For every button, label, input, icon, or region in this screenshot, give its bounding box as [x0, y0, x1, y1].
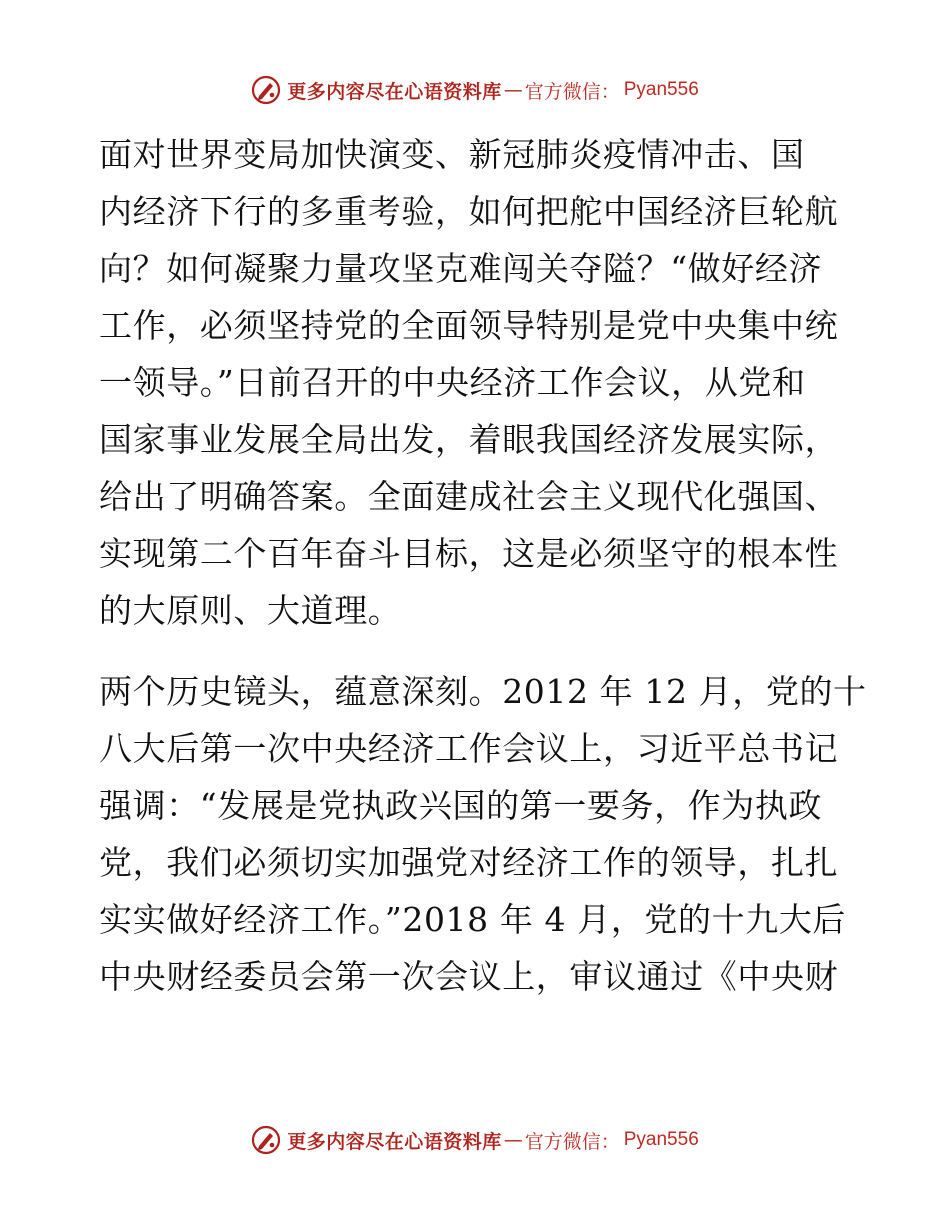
text-line: 中央财经委员会第一次会议上，审议通过《中央财 [99, 957, 839, 996]
text-line: 国家事业发展全局出发，着眼我国经济发展实际， [99, 420, 839, 459]
header-brand: 更多内容尽在心语资料库 [287, 80, 502, 103]
text-line: 实现第二个百年奋斗目标，这是必须坚守的根本性 [99, 534, 839, 573]
text-line: 八大后第一次中央经济工作会议上，习近平总书记 [99, 729, 839, 768]
text-line: 工作，必须坚持党的全面领导特别是党中央集中统 [99, 306, 839, 345]
writing-badge-icon [251, 75, 281, 105]
header-wechat-label: 官方微信： [524, 80, 620, 103]
paragraph-2 [99, 663, 867, 1005]
document-body [99, 126, 867, 1005]
text-line: 党，我们必须切实加强党对经济工作的领导，扎扎 [99, 843, 839, 882]
footer-separator: — [503, 1129, 523, 1151]
text-line: 强调：“发展是党执政兴国的第一要务，作为执政 [99, 786, 823, 825]
text-line: 实实做好经济工作。”2018 年 4 月，党的十九大后 [99, 900, 847, 939]
footer-wechat-id: Pyan556 [623, 1129, 699, 1150]
text-line: 向？如何凝聚力量攻坚克难闯关夺隘？“做好经济 [99, 249, 823, 288]
footer-brand: 更多内容尽在心语资料库 [287, 1130, 502, 1153]
header-banner [0, 72, 950, 108]
paragraph-gap [99, 639, 849, 663]
header-wechat-id: Pyan556 [623, 79, 699, 100]
text-line: 给出了明确答案。全面建成社会主义现代化强国、 [99, 477, 839, 516]
text-line: 一领导。”日前召开的中央经济工作会议，从党和 [99, 363, 806, 402]
footer-wechat-label: 官方微信： [524, 1130, 620, 1153]
paragraph-1 [99, 126, 849, 639]
footer-banner [0, 1122, 950, 1158]
text-line: 的大原则、大道理。 [99, 591, 402, 630]
text-line: 两个历史镜头，蕴意深刻。2012 年 12 月，党的十 [99, 672, 867, 711]
writing-badge-icon [251, 1125, 281, 1155]
header-separator: — [503, 79, 523, 101]
text-line: 面对世界变局加快演变、新冠肺炎疫情冲击、国 [99, 135, 805, 174]
text-line: 内经济下行的多重考验，如何把舵中国经济巨轮航 [99, 192, 839, 231]
